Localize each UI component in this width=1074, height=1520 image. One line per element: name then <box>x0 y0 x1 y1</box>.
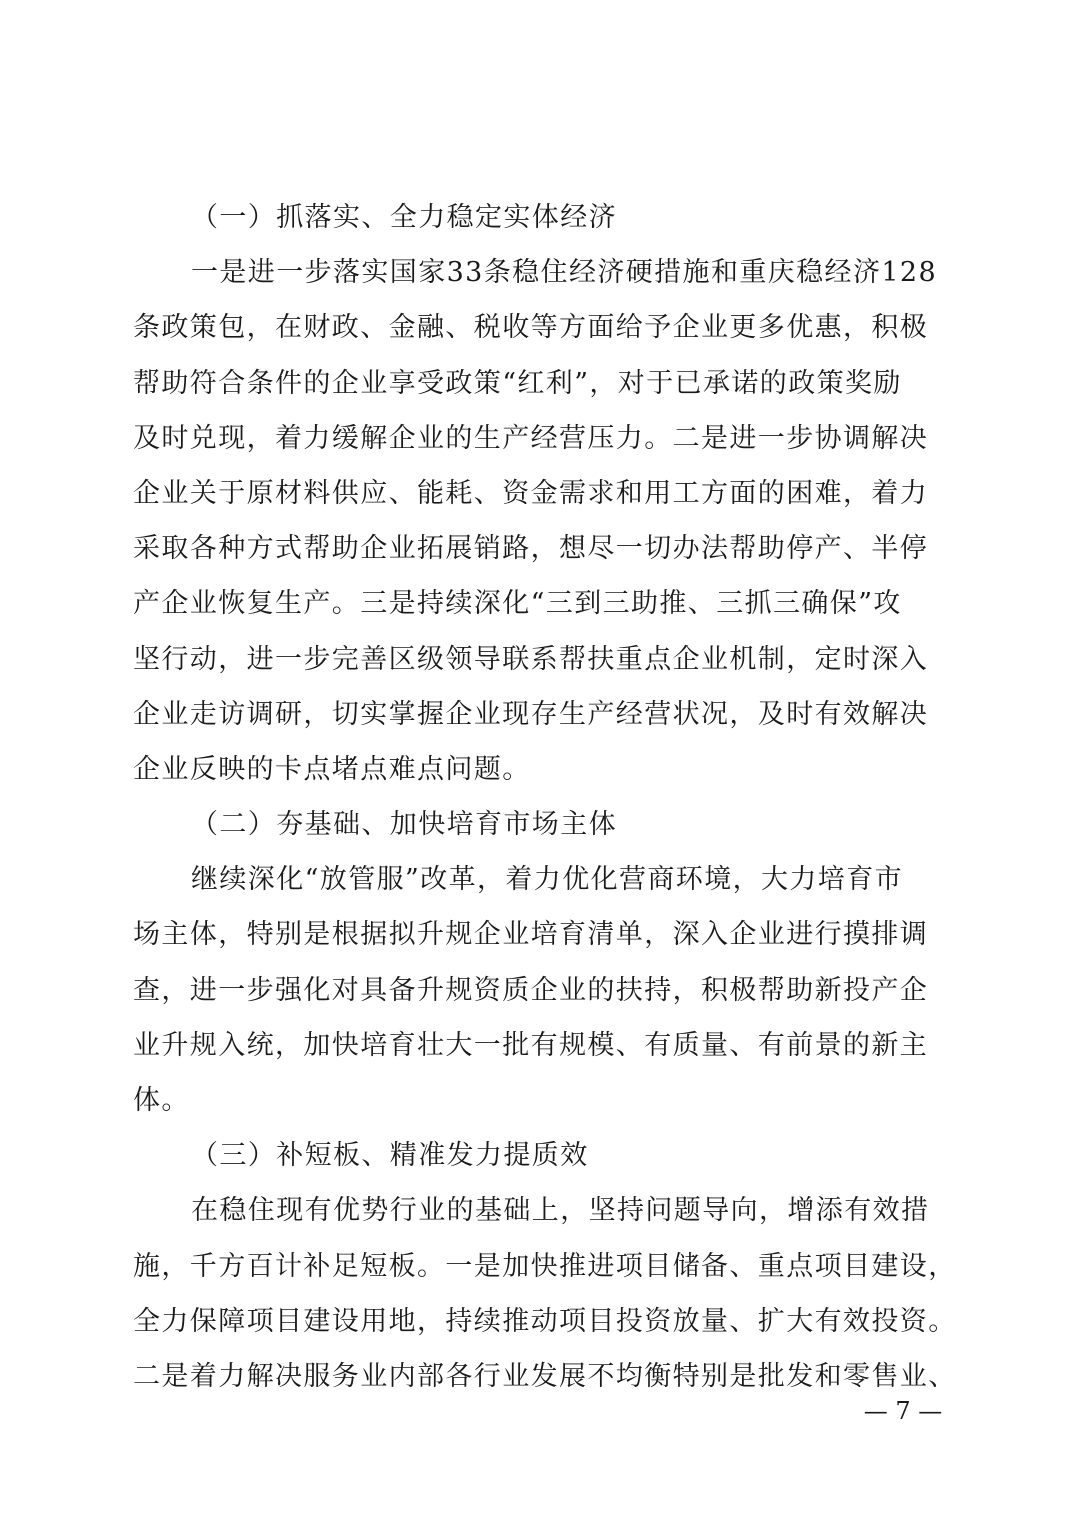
paragraph-line: 及时兑现，着力缓解企业的生产经营压力。二是进一步协调解决 <box>133 422 929 454</box>
document-body <box>133 190 957 1404</box>
paragraph-line: 施，千方百计补足短板。一是加快推进项目储备、重点项目建设， <box>133 1250 957 1282</box>
page-number: — 7 — <box>863 1397 943 1425</box>
paragraph-line: 帮助符合条件的企业享受政策“红利”，对于已承诺的政策奖励 <box>133 367 902 399</box>
section-heading-3: （三）补短板、精准发力提质效 <box>191 1140 589 1172</box>
paragraph-line: 企业走访调研，切实掌握企业现存生产经营状况，及时有效解决 <box>133 698 929 730</box>
paragraph-line: 一是进一步落实国家33条稳住经济硬措施和重庆稳经济128 <box>191 257 938 289</box>
paragraph-line: 企业反映的卡点堵点难点问题。 <box>133 753 531 785</box>
paragraph-line: 企业关于原材料供应、能耗、资金需求和用工方面的困难，着力 <box>133 477 929 509</box>
paragraph-line: 产企业恢复生产。三是持续深化“三到三助推、三抓三确保”攻 <box>133 588 902 620</box>
paragraph-line: 条政策包，在财政、金融、税收等方面给予企业更多优惠，积极 <box>133 312 929 344</box>
section-heading-2: （二）夯基础、加快培育市场主体 <box>191 809 617 841</box>
paragraph-line: 业升规入统，加快培育壮大一批有规模、有质量、有前景的新主 <box>133 1029 929 1061</box>
paragraph-line: 全力保障项目建设用地，持续推动项目投资放量、扩大有效投资。 <box>133 1305 957 1337</box>
paragraph-line: 采取各种方式帮助企业拓展销路，想尽一切办法帮助停产、半停 <box>133 533 929 565</box>
paragraph-line: 继续深化“放管服”改革，着力优化营商环境，大力培育市 <box>191 864 904 896</box>
paragraph-line: 在稳住现有优势行业的基础上，坚持问题导向，增添有效措 <box>191 1195 930 1227</box>
section-heading-1: （一）抓落实、全力稳定实体经济 <box>191 202 617 233</box>
paragraph-line: 场主体，特别是根据拟升规企业培育清单，深入企业进行摸排调 <box>133 919 929 951</box>
paragraph-line: 体。 <box>133 1085 190 1116</box>
paragraph-line: 二是着力解决服务业内部各行业发展不均衡特别是批发和零售业、 <box>133 1360 957 1392</box>
paragraph-line: 查，进一步强化对具备升规资质企业的扶持，积极帮助新投产企 <box>133 974 929 1006</box>
paragraph-line: 坚行动，进一步完善区级领导联系帮扶重点企业机制，定时深入 <box>133 643 929 675</box>
